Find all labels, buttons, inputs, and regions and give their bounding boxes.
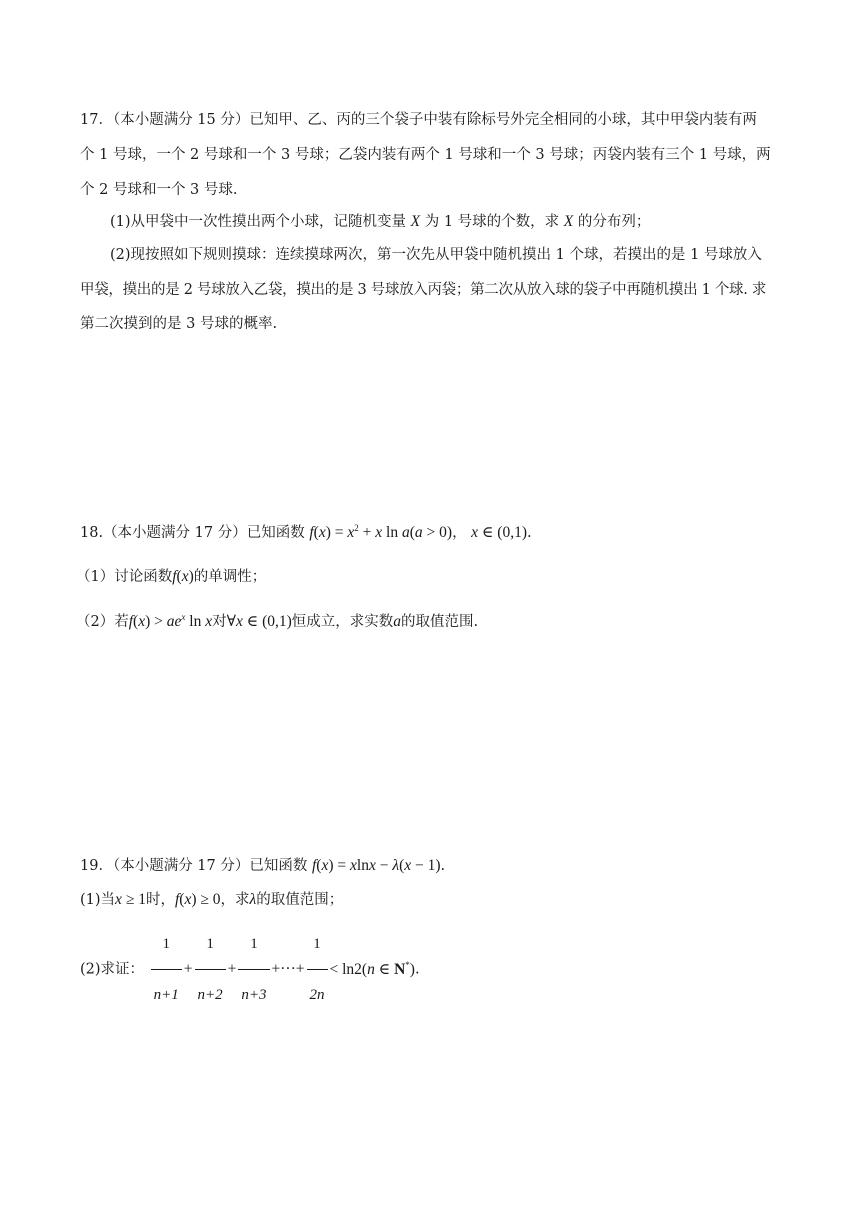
q17-part-2-line-2: 甲袋，摸出的是 2 号球放入乙袋，摸出的是 3 号球放入丙袋；第二次从放入球的袋子中再随机摸出 1 个球. 求 [80,282,767,298]
fraction-1 [151,920,182,1019]
q19-part-1-var-lambda: λ [249,891,257,908]
q18-part-2-var-a: a [393,613,402,630]
q18-part-1-text-a: （1）讨论函数 [76,569,173,585]
q19-function-def: f(x) = xlnx − λ(x − 1) [311,857,441,874]
q17-line-1: 17．（本小题满分 15 分）已知甲、乙、丙的三个袋子中装有除标号外完全相同的小球，其中甲袋内装有两 [80,112,757,128]
q17-line-2: 个 1 号球，一个 2 号球和一个 3 号球；乙袋内装有两个 1 号球和一个 3 号球；丙袋内装有三个 1 号球，两 [80,147,771,163]
q19-part-2 [80,920,420,1019]
q18-domain: x ∈ (0,1) [471,524,527,541]
q18-intro: 18.（本小题满分 17 分）已知函数 [80,525,305,541]
q19-part-1-text-a: (1)当 [80,892,116,908]
q19-part-1-condition: x ≥ 1 [115,891,146,908]
q17-part-1-text-a: (1)从甲袋中一次性摸出两个小球，记随机变量 [110,214,411,230]
q19-intro: 19．（本小题满分 17 分）已知函数 [80,858,308,874]
q18-part-2-text-c: 恒成立，求实数 [291,614,394,630]
q19-part-1-text-d: 的取值范围； [256,892,344,908]
q18-part-2-text-b: 对 [212,614,227,630]
fraction-2-numerator: 1 [195,920,226,970]
ellipsis-sum: +···+ [271,960,305,978]
fraction-3 [238,920,269,1019]
q19-part-2-text-a: (2)求证： [80,961,145,978]
q18-part-2-text-a: （2）若 [76,614,129,630]
q18-part-2-text-d: 的取值范围. [401,614,479,630]
fraction-3-numerator: 1 [238,920,269,970]
q17-var-x: X [410,213,421,230]
q18-part-2-forall: ∀x ∈ (0,1) [226,613,292,630]
q17-line-3: 个 2 号球和一个 3 号球. [80,182,238,198]
q19-part-1-inequality: f(x) ≥ 0 [174,891,221,908]
q18-part-1-text-b: 的单调性； [193,569,267,585]
q19-part-1-text-b: 时， [145,892,175,908]
fraction-2-denominator: n+2 [197,987,223,1003]
q17-part-1-text-c: 的分布列； [573,214,651,230]
fraction-2 [195,920,226,1019]
fraction-4-denominator: 2n [309,987,325,1003]
q17-part-2-line-1: (2)现按照如下规则摸球：连续摸球两次，第一次先从甲袋中随机摸出 1 个球，若摸出的是 1 号球放入 [110,247,762,263]
q17-part-1-text-b: 为 1 号球的个数，求 [420,214,564,230]
fraction-1-denominator: n+1 [153,987,179,1003]
fraction-4 [307,920,328,1019]
q17-part-1 [110,212,650,232]
q18-part-2-inequality: $f(x) > ae^x$ ln x [128,612,213,630]
q18-separator: ， [452,525,467,541]
fraction-3-denominator: n+3 [241,987,267,1003]
q17-var-x-2: X [563,213,574,230]
q19-end: . [440,858,446,874]
q19-part-2-end: . [414,961,420,978]
q18-function-def: $f(x) = x^2 + x$ ln a(a > 0) [309,523,453,541]
plus-sign-1: + [183,960,193,978]
q18-stem [80,523,532,543]
fraction-4-numerator: 1 [307,920,328,970]
fraction-1-numerator: 1 [151,920,182,970]
q19-part-2-rhs: < ln2(n ∈ N*) [329,959,415,978]
q19-stem [80,856,445,876]
q18-part-1-func: f(x) [172,568,194,585]
q18-part-1 [76,567,266,587]
q18-part-2 [76,612,478,632]
q17-part-2-line-3: 第二次摸到的是 3 号球的概率. [80,316,278,332]
plus-sign-2: + [227,960,237,978]
q19-part-1-text-c: ，求 [220,892,250,908]
q18-end: . [526,525,532,541]
q19-part-1 [80,890,343,910]
